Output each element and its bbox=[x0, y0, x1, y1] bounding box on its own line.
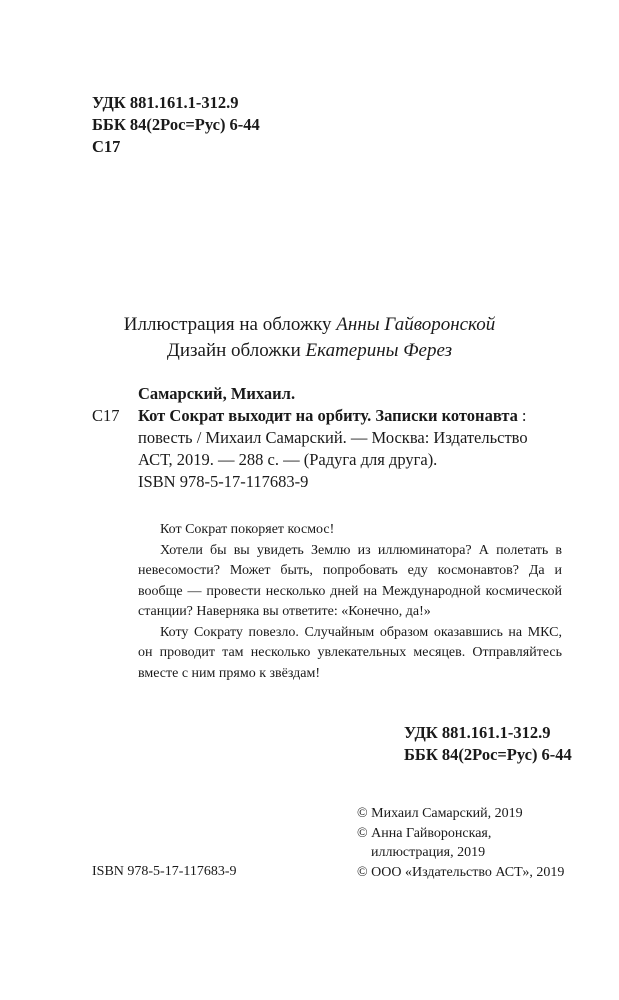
annotation-paragraph-1: Кот Сократ покоряет космос! bbox=[160, 522, 335, 537]
udk-code-bottom: УДК 881.161.1-312.9 bbox=[404, 723, 551, 742]
record-title: Кот Сократ выходит на орбиту. Записки котонавта bbox=[138, 406, 518, 425]
classification-block-bottom bbox=[404, 722, 572, 766]
classification-block-top bbox=[92, 92, 260, 158]
bibliographic-record bbox=[92, 383, 562, 493]
cover-credits bbox=[0, 312, 619, 364]
record-code: С17 bbox=[92, 406, 120, 425]
design-credit-prefix: Дизайн обложки bbox=[166, 340, 301, 361]
udk-code: УДК 881.161.1-312.9 bbox=[92, 93, 239, 112]
annotation-paragraph-3: Коту Сократу повезло. Случайным образом оказавшись на МКС, он проводит там несколько увлекательных месяцев. Отправляйтесь вместе с ним прямо к звёздам! bbox=[138, 624, 562, 681]
record-line-2: повесть / Михаил Самарский. — Москва: Издательство bbox=[138, 428, 528, 447]
design-credit bbox=[0, 338, 619, 364]
designer-name: Екатерины Ферез bbox=[305, 340, 453, 361]
record-line-3: АСТ, 2019. — 288 с. — (Радуга для друга). bbox=[138, 450, 438, 469]
copyright-illustrator-role: иллюстрация, 2019 bbox=[371, 845, 486, 860]
copyright-publisher: © ООО «Издательство АСТ», 2019 bbox=[357, 864, 565, 880]
illustration-credit bbox=[0, 312, 619, 338]
bbk-code-bottom: ББК 84(2Рос=Рус) 6-44 bbox=[404, 745, 572, 764]
record-author: Самарский, Михаил. bbox=[138, 384, 296, 403]
bbk-code: ББК 84(2Рос=Рус) 6-44 bbox=[92, 115, 260, 134]
illustration-credit-prefix: Иллюстрация на обложку bbox=[123, 314, 332, 335]
copyright-author: © Михаил Самарский, 2019 bbox=[357, 806, 523, 821]
copyright-illustrator: © Анна Гайворонская, bbox=[357, 825, 492, 841]
illustrator-name: Анны Гайворонской bbox=[336, 314, 496, 335]
annotation bbox=[138, 520, 562, 684]
record-isbn: ISBN 978-5-17-117683-9 bbox=[138, 472, 309, 491]
isbn-bottom: ISBN 978-5-17-117683-9 bbox=[92, 864, 237, 879]
record-title-line bbox=[92, 405, 562, 427]
record-title-separator: : bbox=[521, 406, 527, 425]
annotation-paragraph-2: Хотели бы вы увидеть Землю из иллюминатора? А полетать в невесомости? Может быть, попробовать еду космонавтов? Да и вообще — провести несколько дней на Международной космической станции? Наверняка вы ответите: «Конечно, да!» bbox=[138, 542, 562, 619]
author-mark: С17 bbox=[92, 137, 121, 156]
copyright-block bbox=[357, 804, 564, 882]
